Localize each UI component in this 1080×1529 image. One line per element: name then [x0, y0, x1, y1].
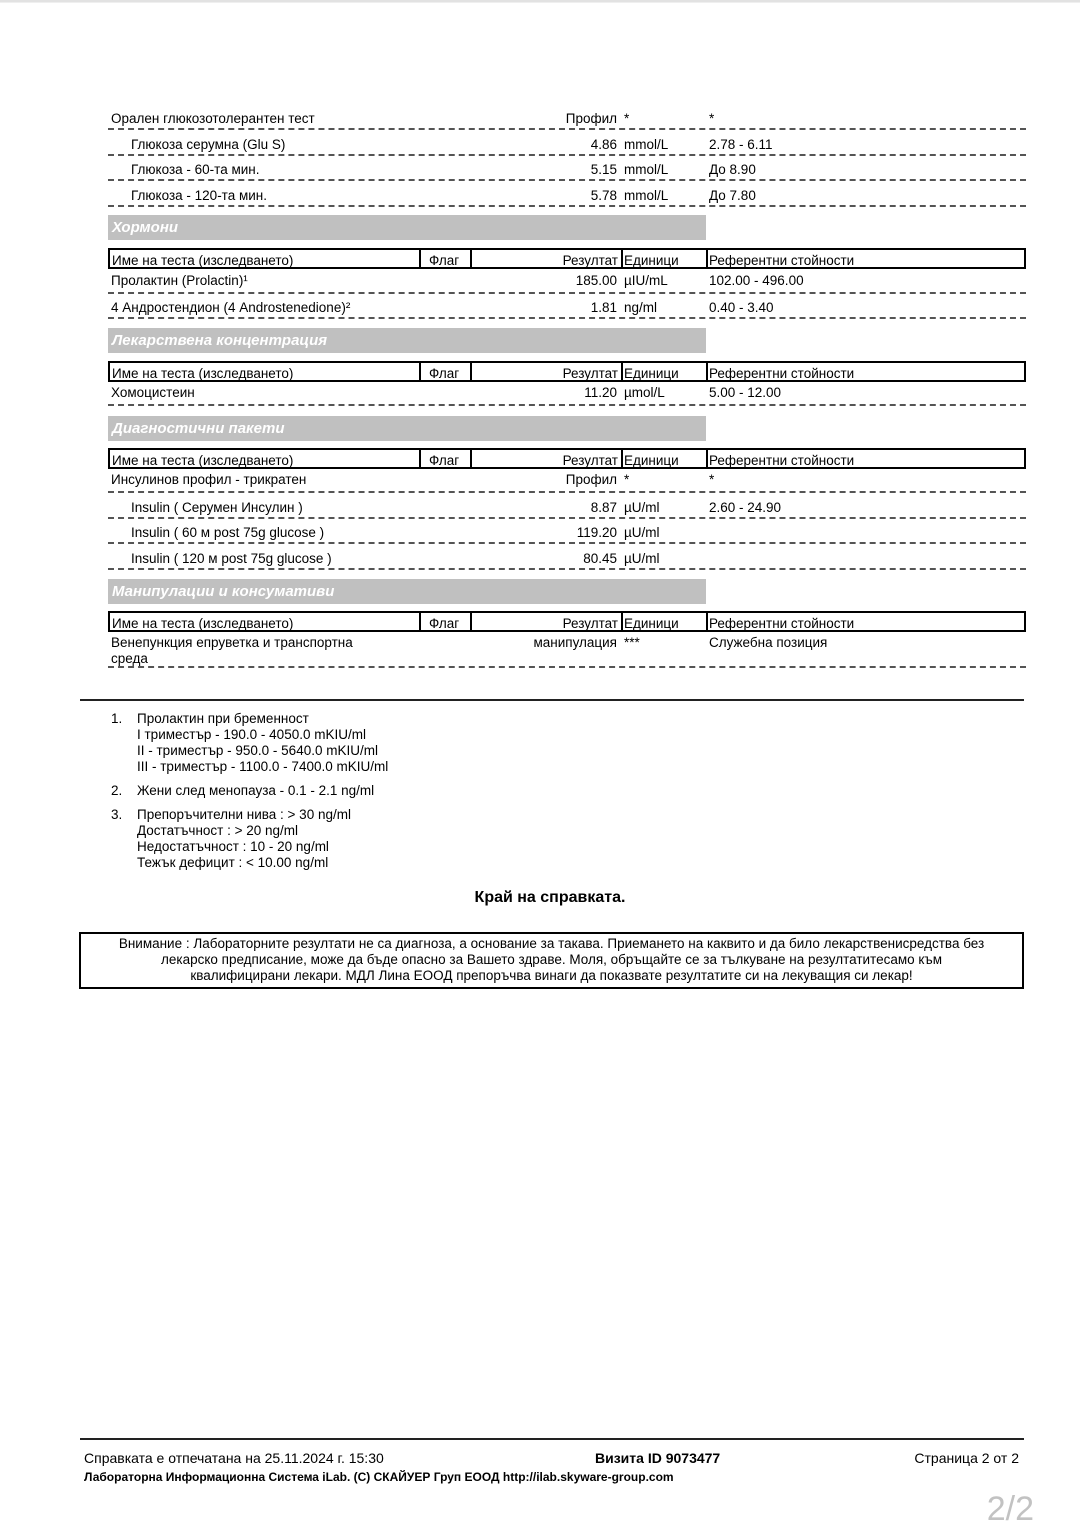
disclaimer-line: квалифицирани лекари. МДЛ Лина ЕООД препоръчва винаги да показвате резултатите си на лекуващия си лекар! — [190, 968, 913, 983]
end-of-report: Край на справката. — [474, 889, 626, 906]
footnote-1 — [111, 711, 388, 775]
test-result: 1.81 — [590, 300, 617, 315]
test-unit: µU/ml — [624, 525, 660, 540]
test-result: Профил — [565, 472, 617, 487]
footnote-line: II - триместър - 950.0 - 5640.0 mKIU/ml — [137, 743, 378, 758]
table-header — [108, 361, 1026, 382]
test-name-line1: Венепункция епруветка и транспортна — [111, 635, 353, 650]
test-reference: 0.40 - 3.40 — [709, 300, 774, 315]
page-number: Страница 2 от 2 — [914, 1450, 1019, 1466]
footnote-number: 2. — [111, 783, 123, 798]
column-header-result: Резултат — [562, 453, 618, 468]
test-unit: ng/ml — [624, 300, 658, 315]
table-row — [108, 546, 1026, 570]
test-unit: µU/ml — [624, 500, 660, 515]
column-header-units: Единици — [624, 366, 679, 381]
section-title: Хормони — [112, 219, 179, 236]
test-result: 185.00 — [575, 273, 617, 288]
column-header-units: Единици — [624, 453, 679, 468]
table-row — [108, 382, 1026, 406]
test-unit: mmol/L — [624, 162, 669, 177]
footnote-3 — [111, 807, 388, 871]
footnote-line: Жени след менопауза - 0.1 - 2.1 ng/ml — [137, 783, 375, 798]
column-header-reference: Референтни стойности — [709, 253, 855, 268]
column-header-flag: Флаг — [429, 616, 460, 631]
test-reference: * — [709, 111, 715, 126]
table-row-ogtt-profile — [108, 106, 1026, 130]
table-row — [108, 495, 1026, 519]
section-header-manipulations — [108, 579, 706, 604]
test-name: Insulin ( 60 м post 75g glucose ) — [131, 525, 325, 540]
disclaimer-line: лекарско предписание, може да бъде опасно за Вашето здраве. Моля, обръщайте се за тълкуване на резултатитесамо към — [160, 952, 943, 967]
test-result: 5.15 — [590, 162, 617, 177]
test-reference: До 7.80 — [709, 188, 756, 203]
disclaimer-box — [79, 932, 1024, 989]
column-header-result: Резултат — [562, 616, 618, 631]
test-reference: 5.00 - 12.00 — [709, 385, 782, 400]
footnote-line: Пролактин при бременност — [137, 711, 309, 726]
table-row-insulin-profile — [108, 469, 1026, 493]
test-name: Глюкоза - 60-та мин. — [131, 162, 260, 177]
footnote-number: 1. — [111, 711, 123, 726]
table-row — [108, 270, 1026, 294]
column-header-result: Резултат — [562, 253, 618, 268]
test-name: Глюкоза серумна (Glu S) — [131, 137, 286, 152]
test-name: 4 Андростендион (4 Androstenedione)² — [111, 300, 351, 315]
test-reference: До 8.90 — [709, 162, 756, 177]
section-header-drug-concentration — [108, 328, 706, 353]
section-title: Диагностични пакети — [112, 420, 285, 437]
column-header-name: Име на теста (изследването) — [112, 253, 294, 268]
test-unit: *** — [624, 635, 640, 650]
test-unit: * — [624, 111, 630, 126]
test-name: Хомоцистеин — [111, 385, 195, 400]
test-result: Профил — [565, 111, 617, 126]
test-unit: µU/ml — [624, 551, 660, 566]
table-row — [108, 632, 1026, 668]
test-name: Орален глюкозотолерантен тест — [111, 111, 315, 126]
visit-id: Визита ID 9073477 — [595, 1450, 721, 1466]
test-reference: 2.78 - 6.11 — [709, 137, 773, 152]
footnote-number: 3. — [111, 807, 123, 822]
table-row — [108, 132, 1026, 156]
test-result: 8.87 — [590, 500, 617, 515]
table-row — [108, 183, 1026, 207]
footer-divider — [80, 1438, 1024, 1440]
column-header-name: Име на теста (изследването) — [112, 453, 294, 468]
footnote-line: I триместър - 190.0 - 4050.0 mKIU/ml — [137, 727, 366, 742]
system-credits: Лабораторна Информационна Система iLab. (C) СКАЙУЕР Груп ЕООД http://ilab.skyware-group.com — [84, 1470, 674, 1484]
test-reference: 2.60 - 24.90 — [709, 500, 782, 515]
column-header-name: Име на теста (изследването) — [112, 366, 294, 381]
column-header-flag: Флаг — [429, 366, 460, 381]
test-reference: 102.00 - 496.00 — [709, 273, 804, 288]
disclaimer-line: Внимание : Лабораторните резултати не са диагноза, а основание за такава. Приемането на каквито и да било лекарственисредства без — [118, 936, 985, 951]
table-header — [108, 448, 1026, 469]
table-header — [108, 248, 1026, 269]
viewer-page-indicator: 2/2 — [986, 1490, 1034, 1528]
test-unit: * — [624, 472, 630, 487]
column-header-reference: Референтни стойности — [709, 616, 855, 631]
test-result: манипулация — [533, 635, 617, 650]
test-name: Insulin ( 120 м post 75g glucose ) — [131, 551, 332, 566]
test-name: Пролактин (Prolactin)¹ — [111, 273, 248, 288]
table-row — [108, 520, 1026, 544]
section-header-diagnostic-packages — [108, 416, 706, 441]
footnote-line: Достатъчност : > 20 ng/ml — [137, 823, 299, 838]
column-header-reference: Референтни стойности — [709, 453, 855, 468]
column-header-flag: Флаг — [429, 453, 460, 468]
section-title: Лекарствена концентрация — [112, 332, 328, 349]
section-header-hormones — [108, 215, 706, 240]
test-unit: mmol/L — [624, 137, 669, 152]
section-title: Манипулации и консумативи — [112, 583, 335, 600]
test-unit: µIU/mL — [624, 273, 668, 288]
column-header-name: Име на теста (изследването) — [112, 616, 294, 631]
test-name: Глюкоза - 120-та мин. — [131, 188, 268, 203]
divider — [80, 699, 1024, 701]
column-header-units: Единици — [624, 616, 679, 631]
test-result: 11.20 — [584, 385, 617, 400]
footnote-line: Тежък дефицит : < 10.00 ng/ml — [137, 855, 329, 870]
footnote-line: III - триместър - 1100.0 - 7400.0 mKIU/ml — [137, 759, 389, 774]
column-header-result: Резултат — [562, 366, 618, 381]
test-result: 119.20 — [576, 525, 617, 540]
footnote-line: Недостатъчност : 10 - 20 ng/ml — [137, 839, 329, 854]
test-result: 5.78 — [590, 188, 617, 203]
table-header — [108, 611, 1026, 632]
table-row — [108, 157, 1026, 181]
column-header-flag: Флаг — [429, 253, 460, 268]
printed-timestamp: Справката е отпечатана на 25.11.2024 г. 15:30 — [84, 1450, 384, 1466]
viewer-top-edge — [0, 0, 1080, 3]
test-unit: µmol/L — [624, 385, 665, 400]
table-row — [108, 295, 1026, 319]
footnotes — [111, 711, 388, 879]
footnote-line: Препоръчителни нива : > 30 ng/ml — [137, 807, 351, 822]
test-unit: mmol/L — [624, 188, 669, 203]
test-reference: Служебна позиция — [709, 635, 828, 650]
test-name: Инсулинов профил - трикратен — [111, 472, 307, 487]
test-name-line2: среда — [111, 651, 148, 666]
column-header-units: Единици — [624, 253, 679, 268]
test-reference: * — [709, 472, 715, 487]
test-result: 80.45 — [583, 551, 617, 566]
test-name: Insulin ( Серумен Инсулин ) — [131, 500, 303, 515]
test-result: 4.86 — [590, 137, 617, 152]
footnote-2 — [111, 783, 388, 799]
column-header-reference: Референтни стойности — [709, 366, 855, 381]
